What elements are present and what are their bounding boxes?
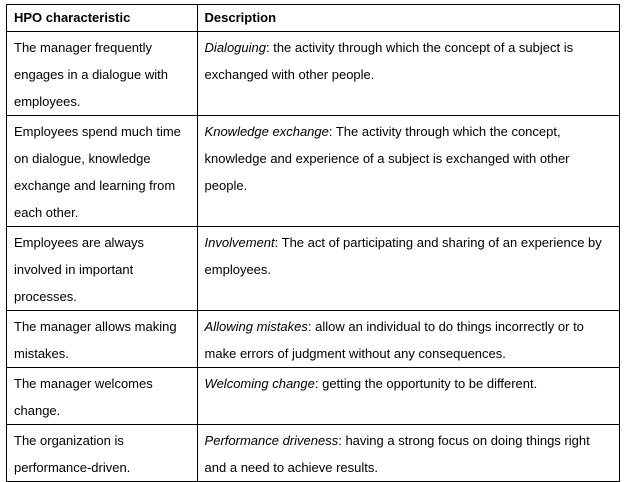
- hpo-table: [6, 4, 620, 482]
- description-cell: [197, 311, 619, 368]
- description-cell: [197, 227, 619, 311]
- definition: : having a strong focus on doing things right and a need to achieve results.: [204, 433, 590, 475]
- term: Knowledge exchange: [204, 124, 329, 139]
- table-row: [7, 368, 620, 425]
- table-row: [7, 311, 620, 368]
- term: Welcoming change: [204, 376, 315, 391]
- definition: : allow an individual to do things incorrectly or to make errors of judgment without any consequences.: [204, 319, 584, 361]
- description-cell: [197, 368, 619, 425]
- header-row: [7, 5, 620, 32]
- characteristic-cell: Employees spend much time on dialogue, knowledge exchange and learning from each other.: [7, 116, 198, 227]
- table-row: [7, 116, 620, 227]
- description-cell: [197, 116, 619, 227]
- term: Allowing mistakes: [204, 319, 308, 334]
- characteristic-cell: The manager welcomes change.: [7, 368, 198, 425]
- term: Involvement: [204, 235, 275, 250]
- description-cell: [197, 32, 619, 116]
- definition: : The activity through which the concept, knowledge and experience of a subject is exchanged with other people.: [204, 124, 570, 193]
- definition: : getting the opportunity to be different.: [314, 376, 538, 391]
- characteristic-cell: Employees are always involved in important processes.: [7, 227, 198, 311]
- characteristic-cell: The manager frequently engages in a dialogue with employees.: [7, 32, 198, 116]
- term: Performance driveness: [204, 433, 339, 448]
- characteristic-cell: The manager allows making mistakes.: [7, 311, 198, 368]
- characteristic-cell: The organization is performance-driven.: [7, 425, 198, 482]
- term: Dialoguing: [204, 40, 266, 55]
- definition: : the activity through which the concept of a subject is exchanged with other people.: [204, 40, 574, 82]
- header-hpo-characteristic: HPO characteristic: [7, 5, 198, 32]
- header-description: Description: [197, 5, 619, 32]
- table-row: [7, 227, 620, 311]
- table-row: [7, 32, 620, 116]
- definition: : The act of participating and sharing of an experience by employees.: [204, 235, 602, 277]
